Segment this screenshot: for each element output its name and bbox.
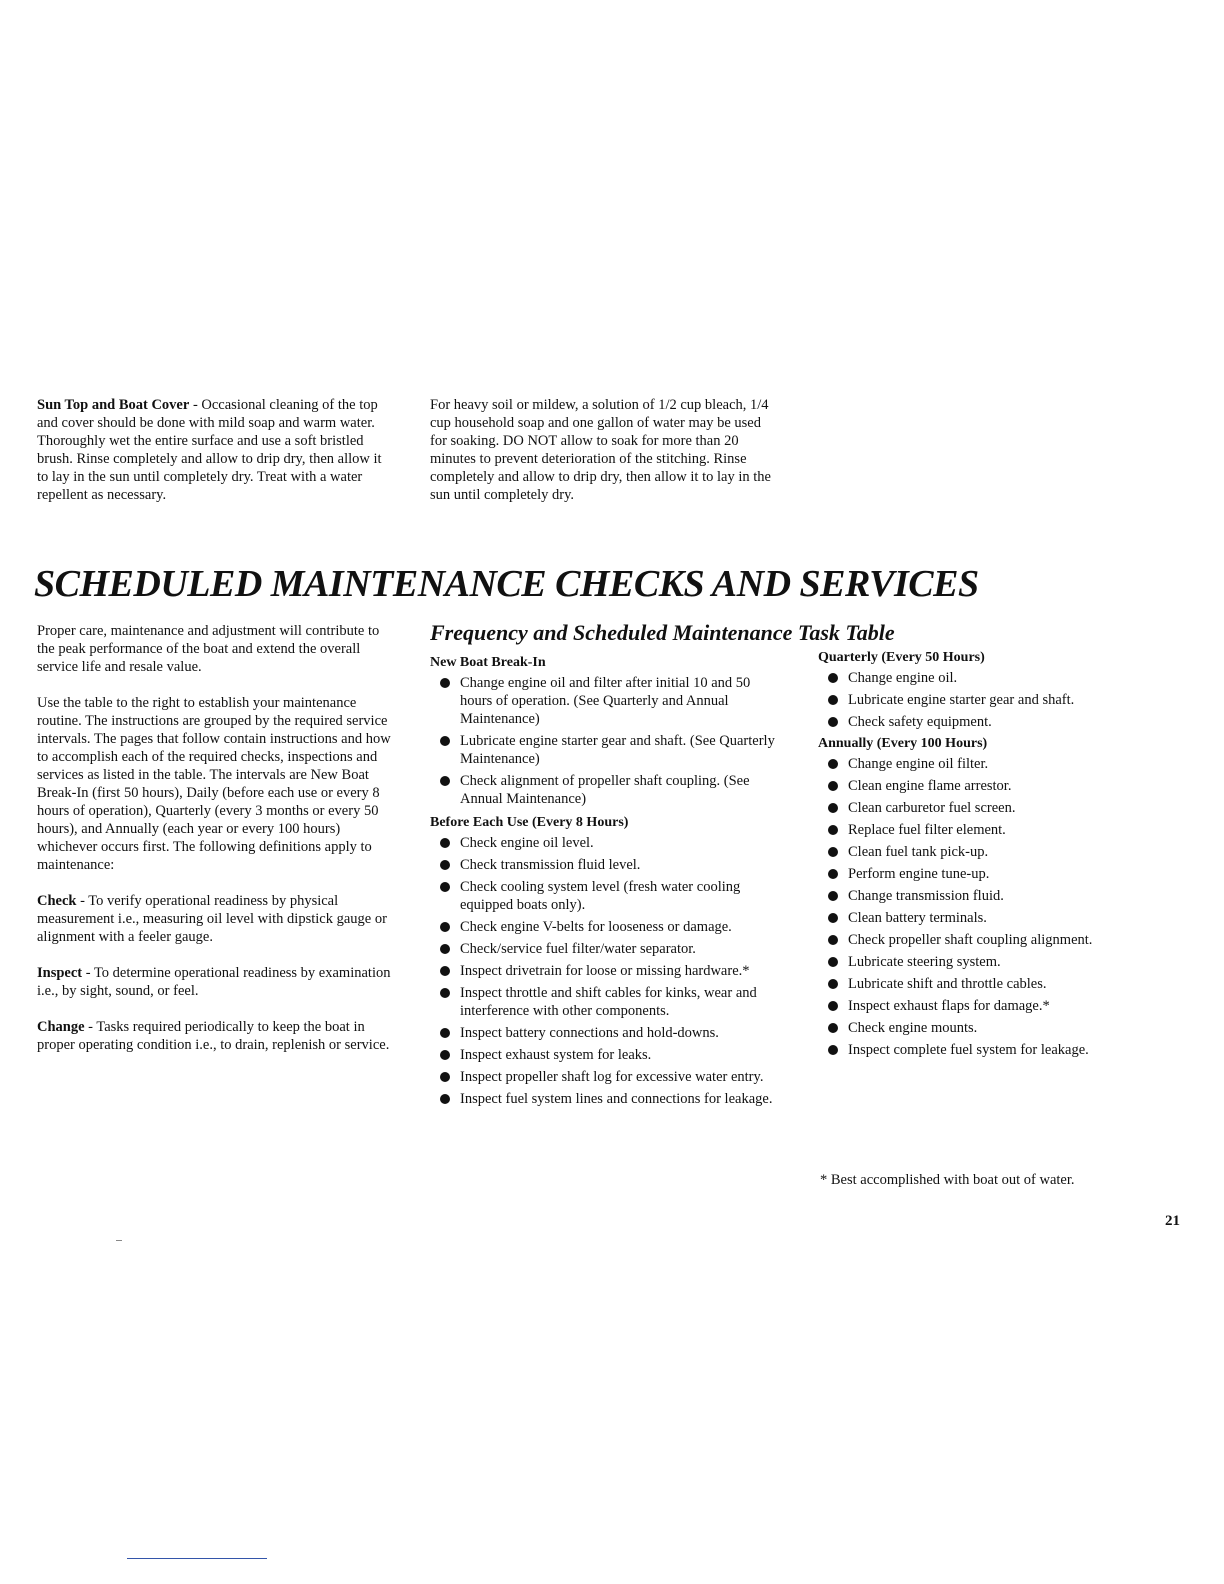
quarterly-list [818, 669, 1148, 731]
annually-list [818, 755, 1148, 1059]
bullet-icon [828, 781, 838, 791]
task-text: Change transmission fluid. [848, 888, 1004, 904]
page-title: SCHEDULED MAINTENANCE CHECKS AND SERVICES [34, 563, 979, 605]
task-text: Check transmission fluid level. [460, 857, 641, 873]
bullet-icon [440, 1094, 450, 1104]
break-in-heading: New Boat Break-In [430, 655, 546, 670]
definition-change [37, 1018, 395, 1054]
list-item [818, 975, 1148, 993]
bullet-icon [828, 891, 838, 901]
care-right-paragraph: For heavy soil or mildew, a solution of 1/2 cup bleach, 1/4 cup household soap and one gallon of water may be used for soaking. DO NOT allow to soak for more than 20 minutes to prevent deterioration of the stitching. Rinse completely and allow to drip dry, then allow it to lay in the sun until completely dry. [430, 397, 771, 503]
task-text: Clean fuel tank pick-up. [848, 844, 989, 860]
list-item [430, 1024, 786, 1042]
task-text: Inspect fuel system lines and connections for leakage. [460, 1091, 773, 1107]
intro-column [37, 622, 395, 1054]
task-column-right [818, 649, 1148, 1063]
check-term: Check [37, 893, 77, 909]
bullet-icon [828, 869, 838, 879]
care-left-paragraph [37, 396, 393, 504]
list-item [430, 918, 786, 936]
change-term: Change [37, 1019, 85, 1035]
task-text: Inspect propeller shaft log for excessive water entry. [460, 1069, 764, 1085]
bullet-icon [440, 838, 450, 848]
list-item [430, 772, 786, 808]
list-item [430, 674, 786, 728]
list-item [818, 691, 1148, 709]
task-text: Inspect battery connections and hold-downs. [460, 1025, 719, 1041]
bullet-icon [440, 882, 450, 892]
care-left-text: - Occasional cleaning of the top and cover should be done with mild soap and warm water. Thoroughly wet the entire surface and use a soft bristled brush. Rinse completely and allow to drip dry, then allow it to lay in the sun until completely dry. Treat with a water repellent as necessary. [37, 397, 382, 503]
inspect-definition: - To determine operational readiness by examination i.e., by sight, sound, or feel. [37, 965, 391, 999]
bullet-icon [440, 1050, 450, 1060]
task-text: Check engine oil level. [460, 835, 594, 851]
list-item [430, 1090, 786, 1108]
divider [116, 1240, 122, 1241]
list-item [430, 856, 786, 874]
list-item [430, 834, 786, 852]
bullet-icon [828, 847, 838, 857]
task-text: Inspect complete fuel system for leakage. [848, 1042, 1089, 1058]
change-definition: - Tasks required periodically to keep the boat in proper operating condition i.e., to drain, replenish or service. [37, 1019, 390, 1053]
task-text: Clean engine flame arrestor. [848, 778, 1012, 794]
task-text: Change engine oil and filter after initial 10 and 50 hours of operation. (See Quarterly and Annual Maintenance) [460, 675, 751, 727]
list-item [430, 940, 786, 958]
definition-check [37, 892, 395, 946]
break-in-list [430, 674, 786, 808]
inspect-term: Inspect [37, 965, 83, 981]
bullet-icon [440, 860, 450, 870]
before-use-list [430, 834, 786, 1108]
task-text: Check cooling system level (fresh water cooling equipped boats only). [460, 879, 741, 913]
task-text: Check alignment of propeller shaft coupling. (See Annual Maintenance) [460, 773, 750, 807]
task-text: Lubricate engine starter gear and shaft. (See Quarterly Maintenance) [460, 733, 775, 767]
bullet-icon [440, 944, 450, 954]
list-item [818, 953, 1148, 971]
check-definition: - To verify operational readiness by physical measurement i.e., measuring oil level with dipstick gauge or alignment with a feeler gauge. [37, 893, 387, 945]
bullet-icon [440, 736, 450, 746]
task-text: Lubricate shift and throttle cables. [848, 976, 1047, 992]
list-item [430, 732, 786, 768]
footnote: * Best accomplished with boat out of water. [820, 1172, 1075, 1188]
bullet-icon [828, 695, 838, 705]
list-item [430, 878, 786, 914]
list-item [430, 1046, 786, 1064]
task-text: Check engine V-belts for looseness or damage. [460, 919, 732, 935]
list-item [818, 1019, 1148, 1037]
bullet-icon [828, 803, 838, 813]
before-use-heading: Before Each Use (Every 8 Hours) [430, 815, 629, 830]
task-text: Clean carburetor fuel screen. [848, 800, 1016, 816]
task-text: Inspect throttle and shift cables for kinks, wear and interference with other components. [460, 985, 757, 1019]
annually-heading: Annually (Every 100 Hours) [818, 736, 988, 751]
list-item [818, 887, 1148, 905]
list-item [818, 669, 1148, 687]
list-item [818, 821, 1148, 839]
list-item [430, 1068, 786, 1086]
task-table-title: Frequency and Scheduled Maintenance Task Table [430, 620, 895, 645]
list-item [818, 755, 1148, 773]
bullet-icon [828, 979, 838, 989]
definition-inspect [37, 964, 395, 1000]
task-text: Check/service fuel filter/water separator. [460, 941, 696, 957]
bullet-icon [828, 1045, 838, 1055]
list-item [430, 962, 786, 980]
quarterly-heading: Quarterly (Every 50 Hours) [818, 650, 985, 665]
bullet-icon [440, 922, 450, 932]
task-text: Change engine oil filter. [848, 756, 989, 772]
task-text: Lubricate engine starter gear and shaft. [848, 692, 1075, 708]
bullet-icon [440, 1028, 450, 1038]
list-item [818, 997, 1148, 1015]
bullet-icon [828, 913, 838, 923]
bullet-icon [828, 1023, 838, 1033]
task-column-middle [430, 654, 786, 1112]
intro-paragraph-2: Use the table to the right to establish your maintenance routine. The instructions are grouped by the required service intervals. The pages that follow contain instructions and how to accomplish each of the required checks, inspections and services as listed in the table. The intervals are New Boat Break-In (first 50 hours), Daily (before each use or every 8 hours of operation), Quarterly (every 3 months or every 50 hours), and Annually (each year or every 100 hours) whichever occurs first. The following definitions apply to maintenance: [37, 695, 391, 873]
care-left-heading: Sun Top and Boat Cover [37, 397, 190, 413]
page-number: 21 [1165, 1213, 1180, 1229]
list-item [430, 984, 786, 1020]
list-item [818, 713, 1148, 731]
list-item [818, 799, 1148, 817]
task-text: Perform engine tune-up. [848, 866, 990, 882]
task-text: Replace fuel filter element. [848, 822, 1006, 838]
bullet-icon [828, 935, 838, 945]
list-item [818, 1041, 1148, 1059]
task-text: Inspect exhaust system for leaks. [460, 1047, 652, 1063]
intro-paragraph-1: Proper care, maintenance and adjustment will contribute to the peak performance of the boat and extend the overall service life and resale value. [37, 623, 380, 675]
bullet-icon [828, 825, 838, 835]
task-text: Change engine oil. [848, 670, 958, 686]
divider [127, 1558, 267, 1559]
task-text: Clean battery terminals. [848, 910, 987, 926]
list-item [818, 909, 1148, 927]
list-item [818, 777, 1148, 795]
task-text: Check engine mounts. [848, 1020, 978, 1036]
bullet-icon [440, 966, 450, 976]
list-item [818, 843, 1148, 861]
bullet-icon [440, 1072, 450, 1082]
bullet-icon [828, 717, 838, 727]
bullet-icon [828, 1001, 838, 1011]
task-text: Inspect exhaust flaps for damage.* [848, 998, 1050, 1014]
list-item [818, 931, 1148, 949]
bullet-icon [828, 673, 838, 683]
bullet-icon [828, 759, 838, 769]
task-text: Lubricate steering system. [848, 954, 1001, 970]
task-text: Check propeller shaft coupling alignment. [848, 932, 1093, 948]
bullet-icon [440, 776, 450, 786]
bullet-icon [440, 988, 450, 998]
bullet-icon [828, 957, 838, 967]
task-text: Check safety equipment. [848, 714, 992, 730]
task-text: Inspect drivetrain for loose or missing hardware.* [460, 963, 750, 979]
bullet-icon [440, 678, 450, 688]
list-item [818, 865, 1148, 883]
